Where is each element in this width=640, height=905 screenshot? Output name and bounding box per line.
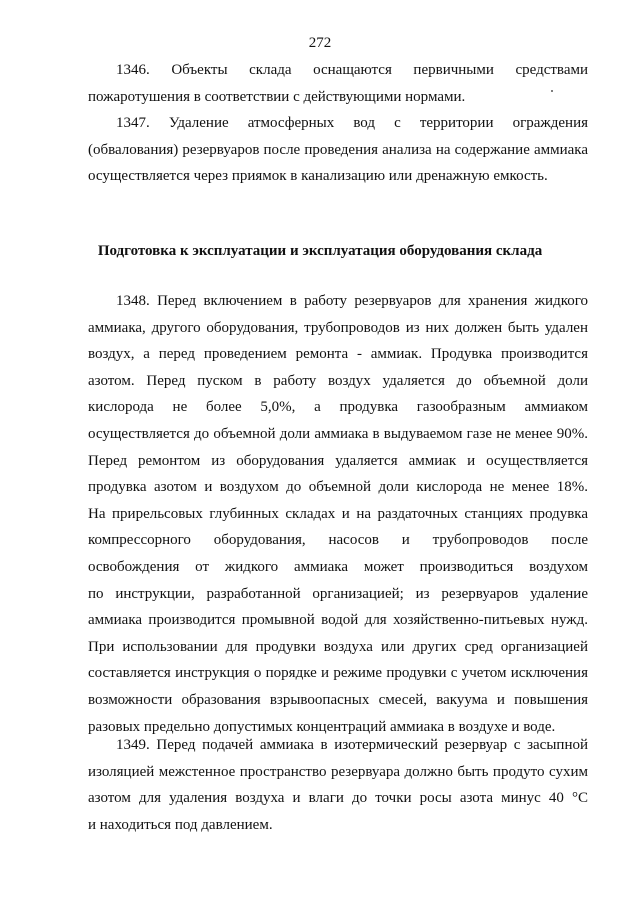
paragraph-1349 [88,732,588,838]
text-line: (обвалования) резервуаров после проведения анализа на содержание аммиака [88,141,588,158]
text-line: аммиака производится промывной водой для хозяйственно-питьевых нужд. [88,612,588,629]
text-line: освобождения от жидкого аммиака может производиться воздухом [88,558,588,575]
scan-speck [551,90,553,92]
paragraph-1347 [88,110,588,190]
text-line: осуществляется через приямок в канализацию или дренажную емкость. [88,168,548,185]
text-line: азотом для удаления воздуха и влаги до точки росы азота минус 40 °С [88,790,588,807]
text-line: Перед ремонтом из оборудования удаляется аммиак и осуществляется [88,452,588,469]
text-line: аммиака, другого оборудования, трубопроводов из них должен быть удален [88,319,588,336]
page-number: 272 [308,35,332,51]
text-line: осуществляется до объемной доли аммиака в выдуваемом газе не менее 90%. [88,425,588,442]
text-line: 1348. Перед включением в работу резервуаров для хранения жидкого [116,293,588,309]
text-line: пожаротушения в соответствии с действующими нормами. [88,88,466,105]
text-line: продувка азотом и воздухом до объемной доли кислорода не менее 18%. [88,479,588,496]
text-line: воздух, а перед проведением ремонта - аммиак. Продувка производится [88,346,588,363]
text-line: составляется инструкция о порядке и режиме продувки с учетом исключения [88,665,588,682]
text-line: На прирельсовых глубинных складах и на раздаточных станциях продувка [88,505,588,522]
text-line: и находиться под давлением. [88,816,273,833]
section-heading: Подготовка к эксплуатации и эксплуатация оборудования склада [97,243,543,259]
text-line: 1346. Объекты склада оснащаются первичными средствами [116,62,588,78]
text-line: кислорода не более 5,0%, а продувка газообразным аммиаком [88,399,588,416]
text-line: 1347. Удаление атмосферных вод с территории ограждения [116,115,588,131]
text-line: компрессорного оборудования, насосов и трубопроводов после [88,532,588,549]
text-line: азотом. Перед пуском в работу воздух удаляется до объемной доли [88,372,588,389]
text-line: возможности образования взрывоопасных смесей, вакуума и повышения [88,691,588,708]
text-line: по инструкции, разработанной организацией; из резервуаров удаление [88,585,588,602]
text-line: 1349. Перед подачей аммиака в изотермический резервуар с засыпной [116,737,588,753]
text-line: разовых предельно допустимых концентраций аммиака в воздухе и воде. [88,718,556,735]
text-line: При использовании для продувки воздуха или других сред организацией [88,638,588,655]
text-line: изоляцией межстенное пространство резервуара должно быть продуто сухим [88,763,588,780]
paragraph-1348 [88,288,588,740]
paragraph-1346 [88,57,588,110]
